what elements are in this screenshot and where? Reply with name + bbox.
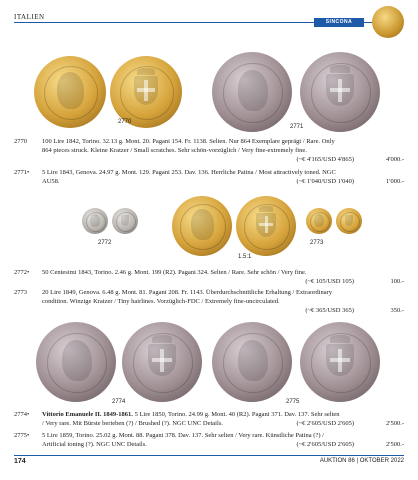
- lot-estimate-ref: (~€ 2'605/USD 2'605): [296, 441, 354, 448]
- page-number: 174: [14, 458, 26, 465]
- lot-number: 2774•: [14, 411, 30, 418]
- lot-2773: [14, 288, 404, 316]
- coin-2774-obverse: [36, 322, 116, 402]
- lot-number: 2771•: [14, 169, 30, 176]
- lot-number: 2770: [14, 138, 27, 145]
- lot-estimate-ref: (~€ 105/USD 105): [305, 278, 354, 285]
- coin-2773-enlarged-obverse: [172, 196, 232, 256]
- coin-2774-reverse: [122, 322, 202, 402]
- lot-estimate-ref: (~€ 365/USD 365): [305, 307, 354, 314]
- coin-2773-enlarged-reverse: [236, 196, 296, 256]
- photo-label-scale: 1.5:1: [238, 254, 252, 260]
- coin-2775-obverse: [212, 322, 292, 402]
- auction-label: AUKTION 86 | OKTOBER 2022: [319, 458, 404, 464]
- lot-estimate-ref: (~€ 4'165/USD 4'865): [296, 156, 354, 163]
- lot-2774: [14, 410, 404, 430]
- lot-price: 2'500.-: [386, 441, 404, 448]
- lot-price: 350.-: [390, 307, 404, 314]
- photo-label-2774: 2774: [112, 399, 126, 405]
- lot-description: 20 Lire 1849, Genova. 6.48 g. Mont. 81. Pagani 208. Fr. 1143. Überdurchschnittliche Erhaltung / Extraordinary condition. Winzige Kratzer / Tiny hairlines. Vorzüglich-FDC / Extremely fine-uncirculated.: [42, 289, 333, 305]
- photo-label-2773: 2773: [310, 240, 324, 246]
- photo-label-2775: 2775: [286, 399, 300, 405]
- coin-2773-obverse: [306, 208, 332, 234]
- lot-description-body: 5 Lire 1850, Torino. 24.99 g. Mont. 40 (R2). Pagani 371. Dav. 137. Sehr selten / Very rare. Mit Bürste berieben (?) / Brushed (?). NGC UNC Details.: [42, 411, 340, 427]
- lot-number: 2772•: [14, 269, 30, 276]
- lot-price: 4'000.-: [386, 156, 404, 163]
- coin-2771-reverse: [300, 52, 380, 132]
- brand-coin-image: [372, 6, 404, 38]
- lot-2772: [14, 268, 404, 288]
- lot-2771: [14, 168, 404, 188]
- coin-2775-reverse: [300, 322, 380, 402]
- lot-estimate-ref: (~€ 2'605/USD 2'605): [296, 420, 354, 427]
- lot-number: 2775•: [14, 432, 30, 439]
- lot-2775: [14, 431, 404, 451]
- lot-price: 1'000.-: [386, 178, 404, 185]
- coin-2772-obverse: [82, 208, 108, 234]
- lot-price: 100.-: [390, 278, 404, 285]
- brand-logo: SINCONA: [314, 18, 364, 27]
- lot-2770: [14, 137, 404, 165]
- lot-estimate-ref: (~€ 1'040/USD 1'040): [296, 178, 354, 185]
- photo-label-2772: 2772: [98, 240, 112, 246]
- section-title: ITALIEN: [14, 13, 45, 21]
- lot-number: 2773: [14, 289, 27, 296]
- coin-2770-obverse: [34, 56, 106, 128]
- coin-2773-reverse: [336, 208, 362, 234]
- coin-2771-obverse: [212, 52, 292, 132]
- lot-description: 100 Lire 1842, Torino. 32.13 g. Mont. 20. Pagani 154. Fr. 1138. Selten. Nur 864 Exemplare geprägt / Rare. Only 864 pieces struck. Kleine Kratzer / Small scratches. Sehr schön-vorzüglich / Very fine-extremely fine.: [42, 138, 335, 154]
- ruler-heading: Vittorio Emanuele II. 1849-1861.: [42, 411, 133, 418]
- lot-description: 50 Centesimi 1843, Torino. 2.46 g. Mont. 199 (R2). Pagani 324. Selten / Rare. Sehr schön / Very fine.: [42, 269, 307, 276]
- lot-description: 5 Lire 1859, Torino. 25.02 g. Mont. 88. Pagani 378. Dav. 137. Sehr selten / Very rare. Künstliche Patina (?) / Artificial toning (?). NGC UNC Details.: [42, 432, 324, 448]
- coin-2772-reverse: [112, 208, 138, 234]
- footer-rule: [14, 455, 404, 456]
- lot-description: 5 Lire 1843, Genova. 24.97 g. Mont. 129. Pagani 253. Dav. 136. Herrliche Patina / Most attractively toned. NGC AU58.: [42, 169, 336, 185]
- photo-label-2771: 2771: [290, 124, 304, 130]
- photo-label-2770: 2770: [118, 119, 132, 125]
- coin-2770-reverse: [110, 56, 182, 128]
- lot-price: 2'500.-: [386, 420, 404, 427]
